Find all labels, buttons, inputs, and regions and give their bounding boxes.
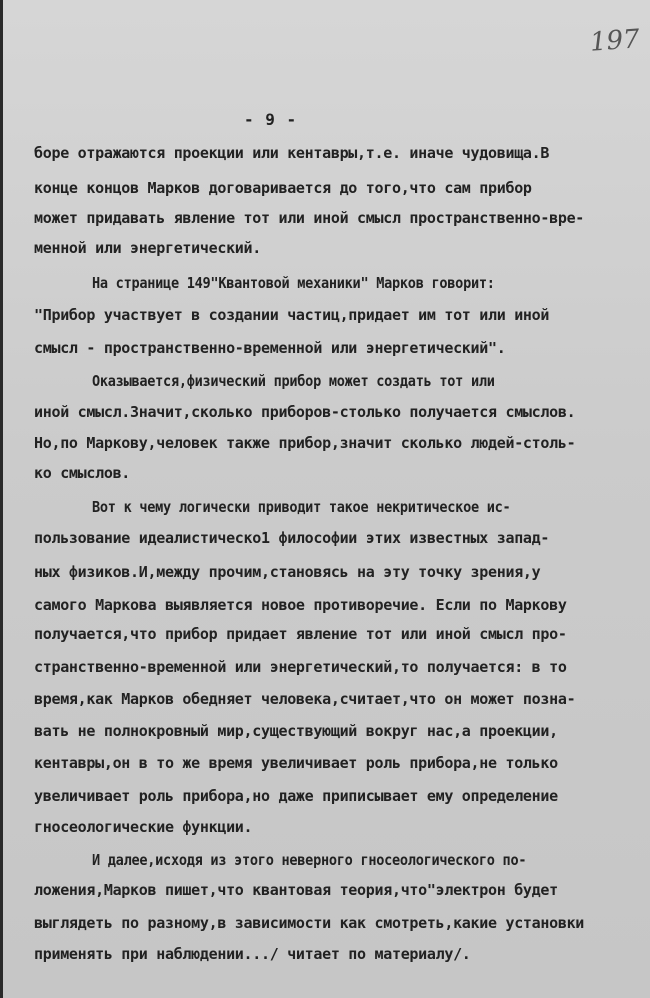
text-line: применять при наблюдении.../ читает по материалу/. (34, 945, 471, 963)
text-line: иной смысл.Значит,сколько приборов-столько получается смыслов. (34, 403, 576, 421)
archive-folio-number: 197 (589, 24, 641, 58)
text-line: время,как Марков обедняет человека,считает,что он может позна- (34, 690, 576, 708)
text-line: Но,по Маркову,человек также прибор,значит сколько людей-столь- (34, 434, 576, 452)
text-line: боре отражаются проекции или кентавры,т.е. иначе чудовища.В (34, 144, 550, 162)
text-line: И далее,исходя из этого неверного гносеологического по- (92, 851, 527, 869)
text-line: вать не полнокровный мир,существующий вокруг нас,а проекции, (34, 722, 558, 740)
text-line: может придавать явление тот или иной смысл пространственно-вре- (34, 209, 585, 227)
text-line: увеличивает роль прибора,но даже приписывает ему определение (34, 787, 558, 805)
text-line: гносеологические функции. (34, 818, 253, 836)
text-line: пользование идеалистическо1 философии этих известных запад- (34, 529, 550, 547)
text-line: ко смыслов. (34, 464, 131, 482)
text-line: получается,что прибор придает явление тот или иной смысл про- (34, 625, 567, 643)
text-line: выглядеть по разному,в зависимости как смотреть,какие установки (34, 914, 585, 932)
text-line: На странице 149"Квантовой механики" Марков говорит: (92, 274, 495, 292)
text-line: Вот к чему логически приводит такое некритическое ис- (92, 498, 511, 516)
text-line: ложения,Марков пишет,что квантовая теория,что"электрон будет (34, 881, 558, 899)
text-line: ных физиков.И,между прочим,становясь на эту точку зрения,у (34, 563, 541, 581)
page-number: - 9 - (244, 110, 298, 129)
text-line: странственно-временной или энергетический,то получается: в то (34, 658, 567, 676)
text-line: смысл - пространственно-временной или энергетический". (34, 339, 506, 357)
text-line: менной или энергетический. (34, 239, 262, 257)
text-line: кентавры,он в то же время увеличивает роль прибора,не только (34, 754, 558, 772)
text-line: "Прибор участвует в создании частиц,придает им тот или иной (34, 306, 550, 324)
text-line: Оказывается,физический прибор может создать тот или (92, 372, 495, 390)
page-edge-shadow (0, 0, 3, 998)
text-line: самого Маркова выявляется новое противоречие. Если по Маркову (34, 596, 567, 614)
text-line: конце концов Марков договаривается до того,что сам прибор (34, 179, 532, 197)
